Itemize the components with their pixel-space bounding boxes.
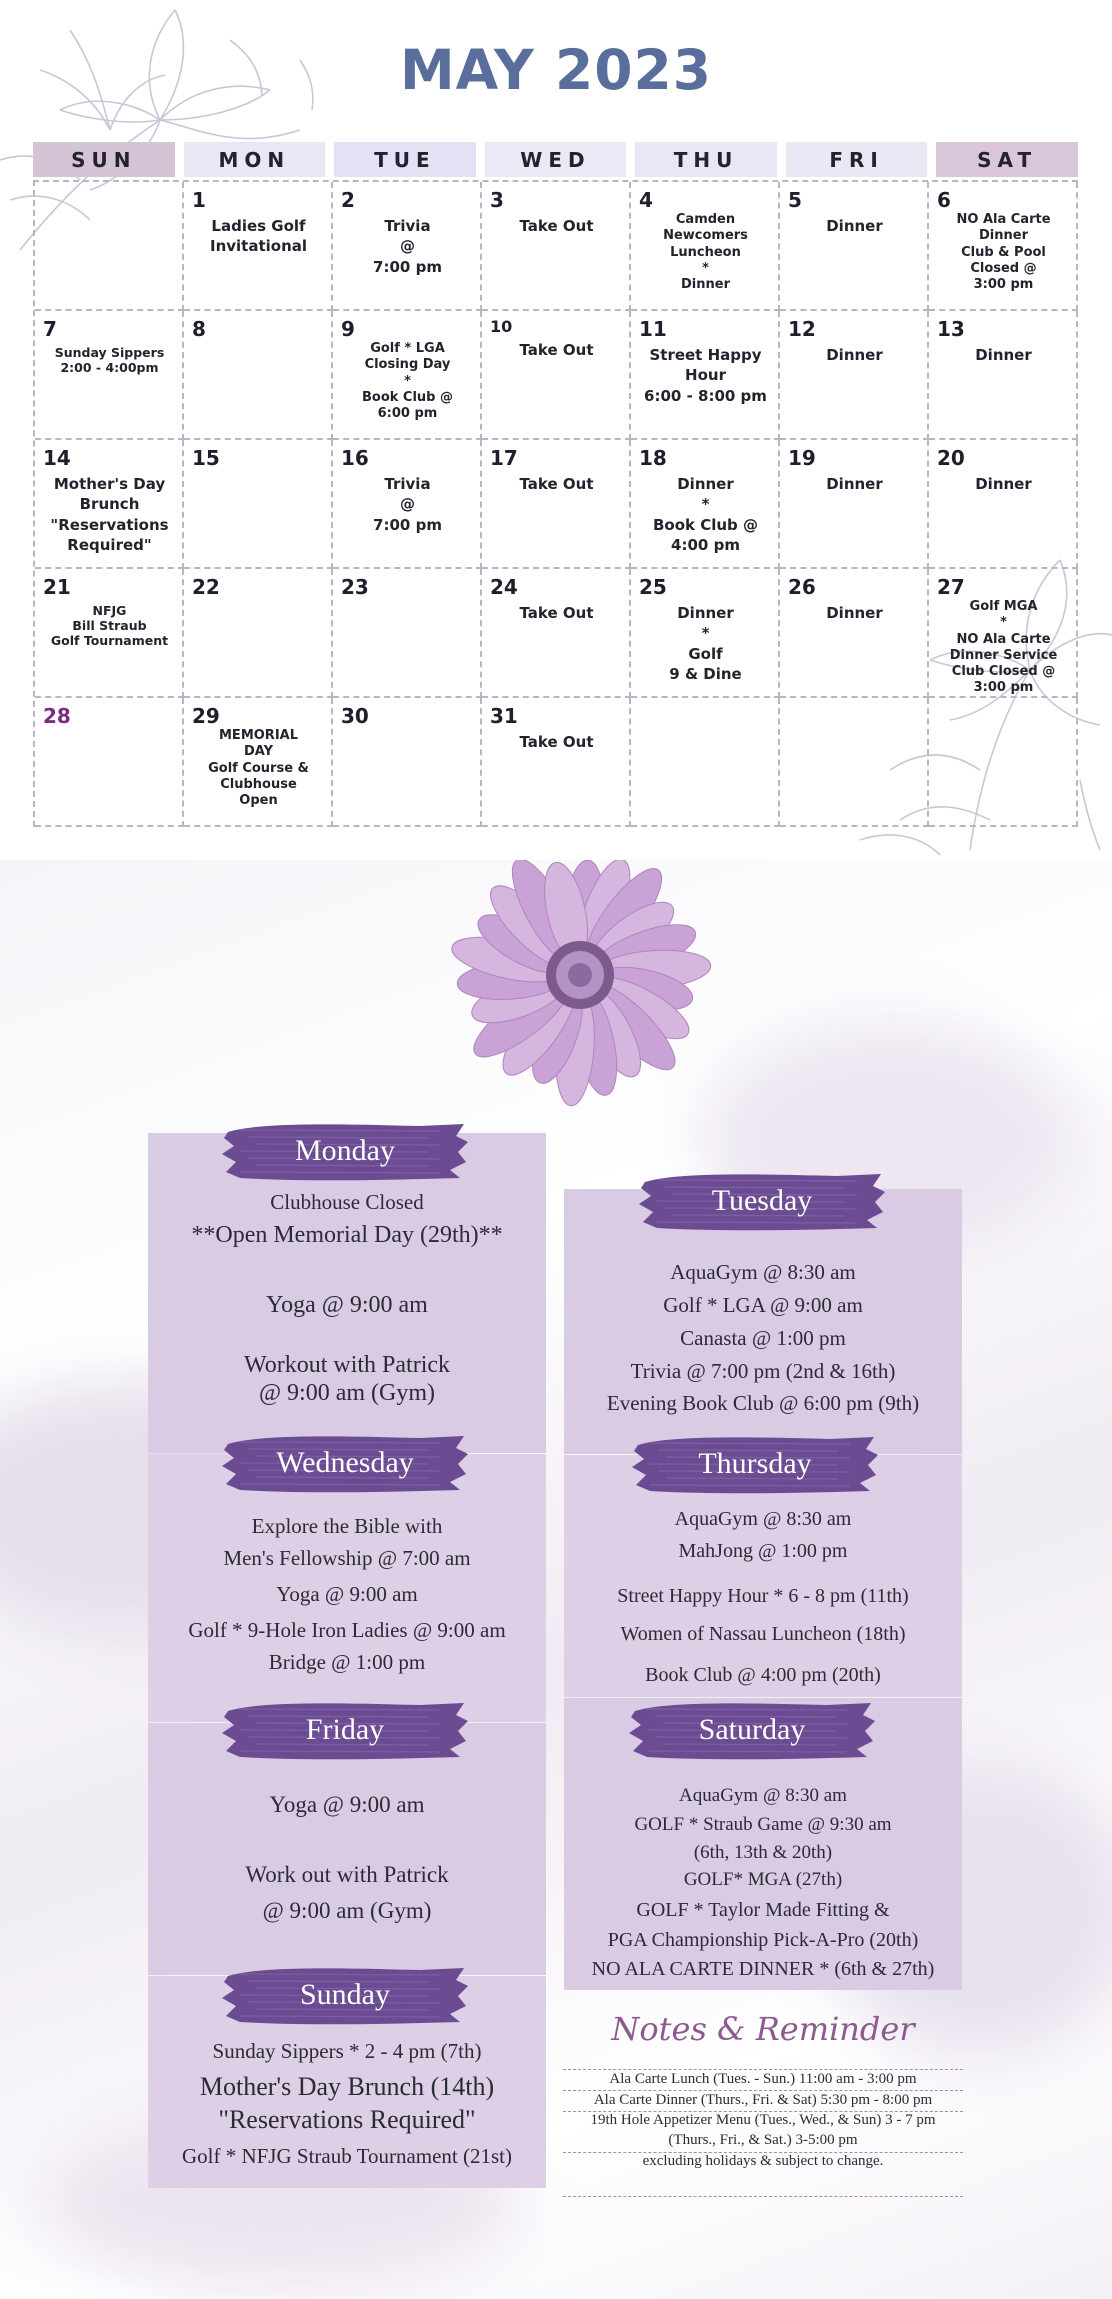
monday-heading: Monday <box>295 1134 395 1167</box>
weekday-mon: MON <box>184 142 326 177</box>
calendar-day-cell <box>631 182 780 311</box>
weekday-thu: THU <box>635 142 777 177</box>
calendar-day-cell <box>35 698 184 827</box>
day-number: 2 <box>341 188 355 212</box>
calendar-day-cell <box>333 569 482 698</box>
activity-line: Evening Book Club @ 6:00 pm (9th) <box>606 1391 920 1415</box>
day-number: 24 <box>490 575 518 599</box>
day-events: Golf MGA * NO Ala Carte Dinner Service Club Closed @ 3:00 pm <box>949 599 1058 696</box>
calendar-day-cell <box>35 311 184 440</box>
day-events: Trivia @ 7:00 pm <box>373 475 442 534</box>
activity-line: (6th, 13th & 20th) <box>693 1842 833 1863</box>
note-line: 19th Hole Appetizer Menu (Tues., Wed., & Sun) 3 - 7 pm <box>590 2112 936 2128</box>
activity-line: "Reservations Required" <box>218 2105 476 2134</box>
saturday-heading: Saturday <box>698 1713 806 1746</box>
day-events: Take Out <box>519 217 594 235</box>
notes-divider <box>563 2090 963 2091</box>
calendar-day-cell <box>35 440 184 569</box>
tuesday-heading: Tuesday <box>711 1184 813 1217</box>
activity-line: **Open Memorial Day (29th)** <box>191 1222 503 1248</box>
notes-title: Notes & Reminder <box>611 2010 915 2048</box>
calendar-day-cell <box>482 311 631 440</box>
activity-line: AquaGym @ 8:30 am <box>674 1508 852 1530</box>
day-number: 10 <box>490 317 513 336</box>
activity-line: Sunday Sippers * 2 - 4 pm (7th) <box>212 2039 482 2063</box>
friday-label-brush <box>220 1697 470 1763</box>
calendar-grid <box>33 180 1078 827</box>
activity-line: GOLF * Straub Game @ 9:30 am <box>634 1814 892 1835</box>
activity-line: GOLF * Taylor Made Fitting & <box>636 1899 890 1921</box>
note-line: (Thurs., Fri., & Sat.) 3-5:00 pm <box>668 2132 858 2148</box>
calendar-day-cell <box>631 569 780 698</box>
day-events: Take Out <box>519 341 594 359</box>
activity-line: @ 9:00 am (Gym) <box>258 1380 436 1406</box>
calendar-day-cell <box>184 569 333 698</box>
day-number: 6 <box>937 188 951 212</box>
activity-line: Women of Nassau Luncheon (18th) <box>620 1623 906 1645</box>
day-events: Take Out <box>519 475 594 493</box>
note-line: Ala Carte Lunch (Tues. - Sun.) 11:00 am - 3:00 pm <box>609 2071 917 2087</box>
calendar-day-cell <box>333 440 482 569</box>
thursday-heading: Thursday <box>698 1447 812 1480</box>
day-events: Dinner * Book Club @ 4:00 pm <box>652 475 759 554</box>
activity-line: Work out with Patrick <box>245 1862 449 1887</box>
day-number: 3 <box>490 188 504 212</box>
calendar-day-cell <box>631 440 780 569</box>
day-events: Dinner * Golf 9 & Dine <box>669 604 742 683</box>
note-line: Ala Carte Dinner (Thurs., Fri. & Sat) 5:30 pm - 8:00 pm <box>593 2092 933 2108</box>
day-number: 19 <box>788 446 816 470</box>
day-number: 16 <box>341 446 369 470</box>
day-number: 12 <box>788 317 816 341</box>
activity-line: Trivia @ 7:00 pm (2nd & 16th) <box>630 1359 896 1383</box>
day-number: 22 <box>192 575 220 599</box>
calendar-day-cell <box>482 440 631 569</box>
calendar-day-cell <box>482 698 631 827</box>
day-number: 13 <box>937 317 965 341</box>
notes-divider <box>563 2196 963 2197</box>
day-number: 5 <box>788 188 802 212</box>
activity-line: Yoga @ 9:00 am <box>269 1792 425 1817</box>
calendar-day-cell <box>780 698 929 827</box>
friday-heading: Friday <box>305 1713 385 1746</box>
day-events: Dinner <box>826 475 883 493</box>
activity-line: PGA Championship Pick-A-Pro (20th) <box>607 1929 919 1951</box>
day-number: 23 <box>341 575 369 599</box>
tuesday-label-brush <box>637 1168 887 1234</box>
activity-line: Canasta @ 1:00 pm <box>680 1326 846 1350</box>
activity-line: Yoga @ 9:00 am <box>276 1582 418 1606</box>
day-events: Dinner <box>975 346 1032 364</box>
day-number: 17 <box>490 446 518 470</box>
day-number: 11 <box>639 317 667 341</box>
weekday-sun: SUN <box>33 142 175 177</box>
day-events: Dinner <box>826 346 883 364</box>
calendar-day-cell <box>929 698 1078 827</box>
activity-line: AquaGym @ 8:30 am <box>670 1260 856 1284</box>
calendar-day-cell <box>184 440 333 569</box>
day-events: Camden Newcomers Luncheon * Dinner <box>663 212 748 292</box>
activity-line: Book Club @ 4:00 pm (20th) <box>645 1664 881 1686</box>
calendar-day-cell <box>929 569 1078 698</box>
day-events: Trivia @ 7:00 pm <box>373 217 442 276</box>
weekday-fri: FRI <box>786 142 928 177</box>
day-number: 26 <box>788 575 816 599</box>
weekday-wed: WED <box>485 142 627 177</box>
activity-line: Bridge @ 1:00 pm <box>268 1650 426 1674</box>
calendar-day-cell <box>929 182 1078 311</box>
activity-line: Mother's Day Brunch (14th) <box>199 2072 495 2101</box>
calendar-title: MAY 2023 <box>399 38 713 102</box>
day-number: 14 <box>43 446 71 470</box>
day-number: 7 <box>43 317 57 341</box>
day-events: Street Happy Hour 6:00 - 8:00 pm <box>644 346 767 405</box>
day-events: Mother's Day Brunch "Reservations Required" <box>50 475 169 554</box>
day-number: 4 <box>639 188 653 212</box>
calendar-day-cell <box>780 182 929 311</box>
calendar-day-cell <box>184 311 333 440</box>
activity-line: Golf * NFJG Straub Tournament (21st) <box>181 2144 513 2168</box>
activity-line: AquaGym @ 8:30 am <box>679 1785 847 1806</box>
day-number: 8 <box>192 317 206 341</box>
activity-line: Clubhouse Closed <box>270 1190 424 1214</box>
day-number: 9 <box>341 317 355 341</box>
day-events: Dinner <box>826 604 883 622</box>
day-number: 31 <box>490 704 518 728</box>
activity-line: Men's Fellowship @ 7:00 am <box>223 1546 471 1570</box>
activity-line: Golf * LGA @ 9:00 am <box>663 1293 863 1317</box>
day-number: 29 <box>192 704 220 728</box>
calendar-day-cell <box>631 698 780 827</box>
calendar-day-cell <box>482 182 631 311</box>
day-events: Dinner <box>975 475 1032 493</box>
activity-line: Street Happy Hour * 6 - 8 pm (11th) <box>617 1585 909 1607</box>
calendar-day-cell <box>333 311 482 440</box>
calendar-day-cell <box>35 182 184 311</box>
day-events: Sunday Sippers 2:00 - 4:00pm <box>54 345 165 375</box>
activity-line: MahJong @ 1:00 pm <box>678 1540 848 1562</box>
calendar-day-cell <box>184 698 333 827</box>
day-number: 18 <box>639 446 667 470</box>
activity-line: Workout with Patrick <box>243 1352 451 1378</box>
day-events: NO Ala Carte Dinner Club & Pool Closed @ 3:00 pm <box>956 212 1051 292</box>
day-events: Take Out <box>519 604 594 622</box>
day-number: 27 <box>937 575 965 599</box>
activity-line: NO ALA CARTE DINNER * (6th & 27th) <box>591 1958 935 1980</box>
thursday-label-brush <box>630 1431 880 1497</box>
day-number: 1 <box>192 188 206 212</box>
calendar-section <box>0 0 1112 860</box>
day-events: Dinner <box>826 217 883 235</box>
notes-divider <box>563 2069 963 2070</box>
day-events: Take Out <box>519 733 594 751</box>
activity-line: Golf * 9-Hole Iron Ladies @ 9:00 am <box>188 1618 506 1642</box>
calendar-day-cell <box>780 569 929 698</box>
calendar-day-cell <box>482 569 631 698</box>
calendar-day-cell <box>929 311 1078 440</box>
wednesday-label-brush <box>220 1430 470 1496</box>
calendar-day-cell <box>333 698 482 827</box>
activity-line: @ 9:00 am (Gym) <box>262 1898 432 1923</box>
day-events: MEMORIAL DAY Golf Course & Clubhouse Open <box>208 728 309 808</box>
activity-line: Explore the Bible with <box>251 1514 443 1538</box>
monday-label-brush <box>220 1118 470 1184</box>
calendar-day-cell <box>929 440 1078 569</box>
day-number: 30 <box>341 704 369 728</box>
day-number: 20 <box>937 446 965 470</box>
day-number: 25 <box>639 575 667 599</box>
weekday-sat: SAT <box>936 142 1078 177</box>
calendar-day-cell <box>184 182 333 311</box>
calendar-day-cell <box>780 440 929 569</box>
calendar-day-cell <box>780 311 929 440</box>
saturday-label-brush <box>627 1697 877 1763</box>
calendar-day-cell <box>631 311 780 440</box>
day-events: NFJG Bill Straub Golf Tournament <box>50 603 169 648</box>
day-number: 28 <box>43 704 71 728</box>
day-number: 21 <box>43 575 71 599</box>
wednesday-heading: Wednesday <box>276 1446 414 1479</box>
weekday-tue: TUE <box>334 142 476 177</box>
calendar-day-cell <box>35 569 184 698</box>
sunday-label-brush <box>220 1962 470 2028</box>
day-events: Ladies Golf Invitational <box>209 217 308 256</box>
day-events: Golf * LGA Closing Day * Book Club @ 6:00 pm <box>361 341 454 421</box>
calendar-day-cell <box>333 182 482 311</box>
day-number: 15 <box>192 446 220 470</box>
weekday-header <box>33 142 1078 177</box>
sunday-heading: Sunday <box>300 1978 390 2011</box>
activity-line: Yoga @ 9:00 am <box>266 1292 428 1318</box>
activity-line: GOLF* MGA (27th) <box>683 1869 843 1890</box>
note-line: excluding holidays & subject to change. <box>642 2153 884 2169</box>
